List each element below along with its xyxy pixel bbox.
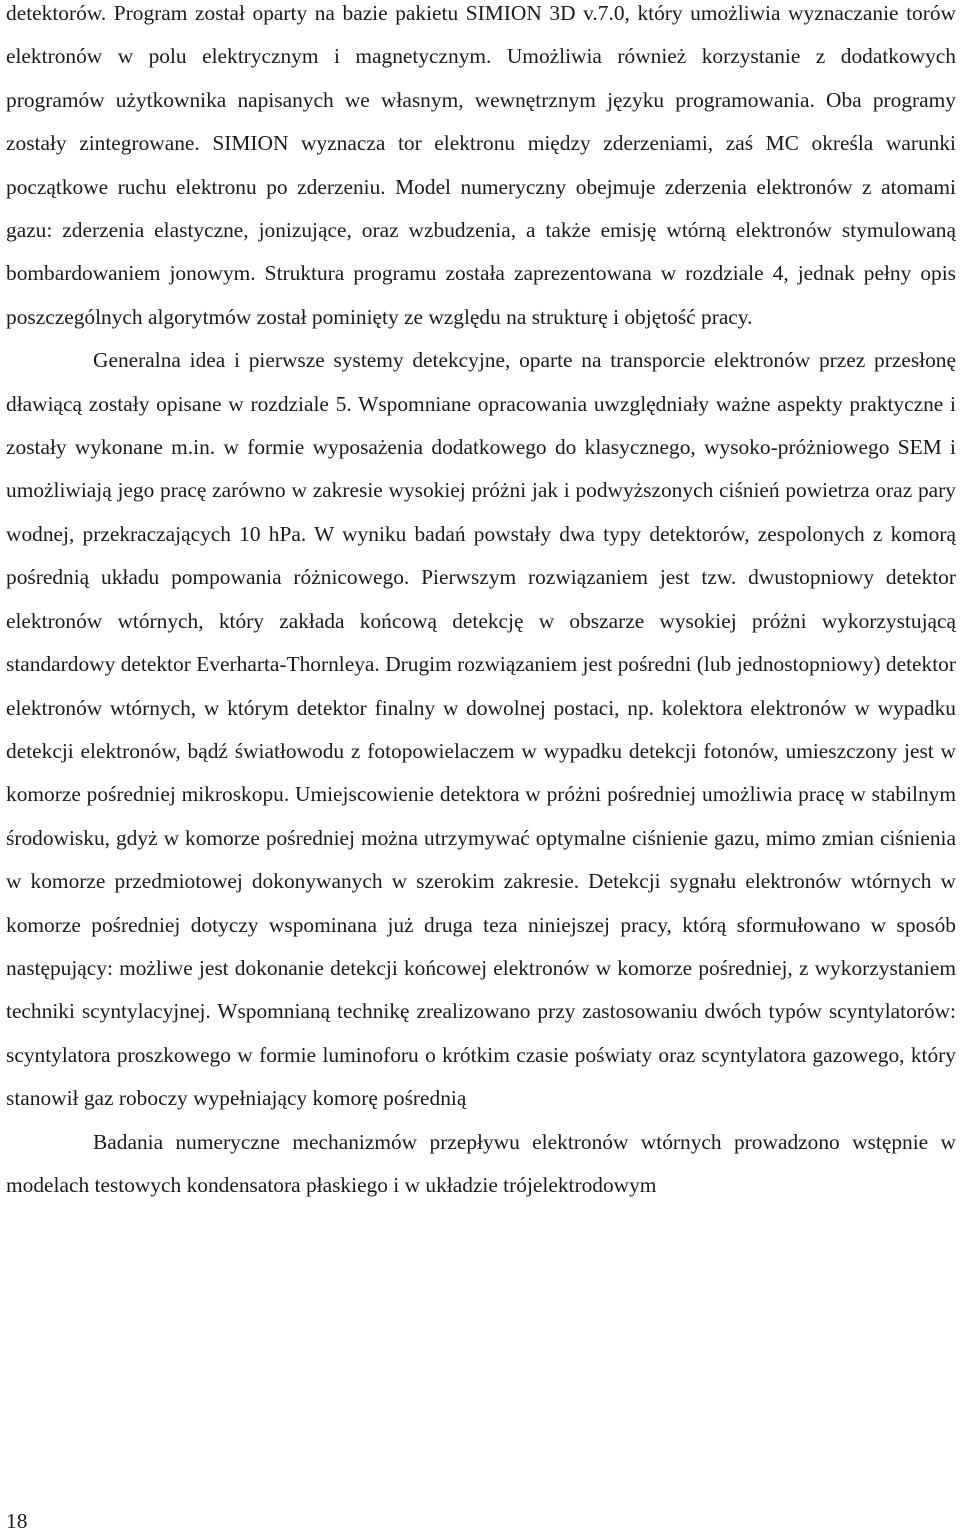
paragraph-simion-program: detektorów. Program został oparty na bazie pakietu SIMION 3D v.7.0, który umożliwia wyznaczanie torów elektronów w polu elektrycznym i magnetycznym. Umożliwia również korzystanie z dodatkowych programów użytkownika napisanych we własnym, wewnętrznym języku programowania. Oba programy zostały zintegrowane. SIMION wyznacza tor elektronu między zderzeniami, zaś MC określa warunki początkowe ruchu elektronu po zderzeniu. Model numeryczny obejmuje zderzenia elektronów z atomami gazu: zderzenia elastyczne, jonizujące, oraz wzbudzenia, a także emisję wtórną elektronów stymulowaną bombardowaniem jonowym. Struktura programu została zaprezentowana w rozdziale 4, jednak pełny opis poszczególnych algorytmów został pominięty ze względu na strukturę i objętość pracy. [6,1,956,329]
paragraph-numerical-studies: Badania numeryczne mechanizmów przepływu elektronów wtórnych prowadzono wstępnie w modelach testowych kondensatora płaskiego i w układzie trójelektrodowym [6,1129,956,1197]
page-number: 18 [6,1509,28,1533]
document-body [6,0,956,1207]
paragraph-detection-systems: Generalna idea i pierwsze systemy detekcyjne, oparte na transporcie elektronów przez przesłonę dławiącą zostały opisane w rozdziale 5. Wspomniane opracowania uwzględniały ważne aspekty praktyczne i zostały wykonane m.in. w formie wyposażenia dodatkowego do klasycznego, wysoko-próżniowego SEM i umożliwiają jego pracę zarówno w zakresie wysokiej próżni jak i podwyższonych ciśnień powietrza oraz pary wodnej, przekraczających 10 hPa. W wyniku badań powstały dwa typy detektorów, zespolonych z komorą pośrednią układu pompowania różnicowego. Pierwszym rozwiązaniem jest tzw. dwustopniowy detektor elektronów wtórnych, który zakłada końcową detekcję w obszarze wysokiej próżni wykorzystującą standardowy detektor Everharta-Thornleya. Drugim rozwiązaniem jest pośredni (lub jednostopniowy) detektor elektronów wtórnych, w którym detektor finalny w dowolnej postaci, np. kolektora elektronów w wypadku detekcji elektronów, bądź światłowodu z fotopowielaczem w wypadku detekcji fotonów, umieszczony jest w komorze pośredniej mikroskopu. Umiejscowienie detektora w próżni pośredniej umożliwia pracę w stabilnym środowisku, gdyż w komorze pośredniej można utrzymywać optymalne ciśnienie gazu, mimo zmian ciśnienia w komorze przedmiotowej dokonywanych w szerokim zakresie. Detekcji sygnału elektronów wtórnych w komorze pośredniej dotyczy wspominana już druga teza niniejszej pracy, którą sformułowano w sposób następujący: możliwe jest dokonanie detekcji końcowej elektronów w komorze pośredniej, z wykorzystaniem techniki scyntylacyjnej. Wspomnianą technikę zrealizowano przy zastosowaniu dwóch typów scyntylatorów: scyntylatora proszkowego w formie luminoforu o krótkim czasie poświaty oraz scyntylatora gazowego, który stanowił gaz roboczy wypełniający komorę pośrednią [6,348,956,1111]
